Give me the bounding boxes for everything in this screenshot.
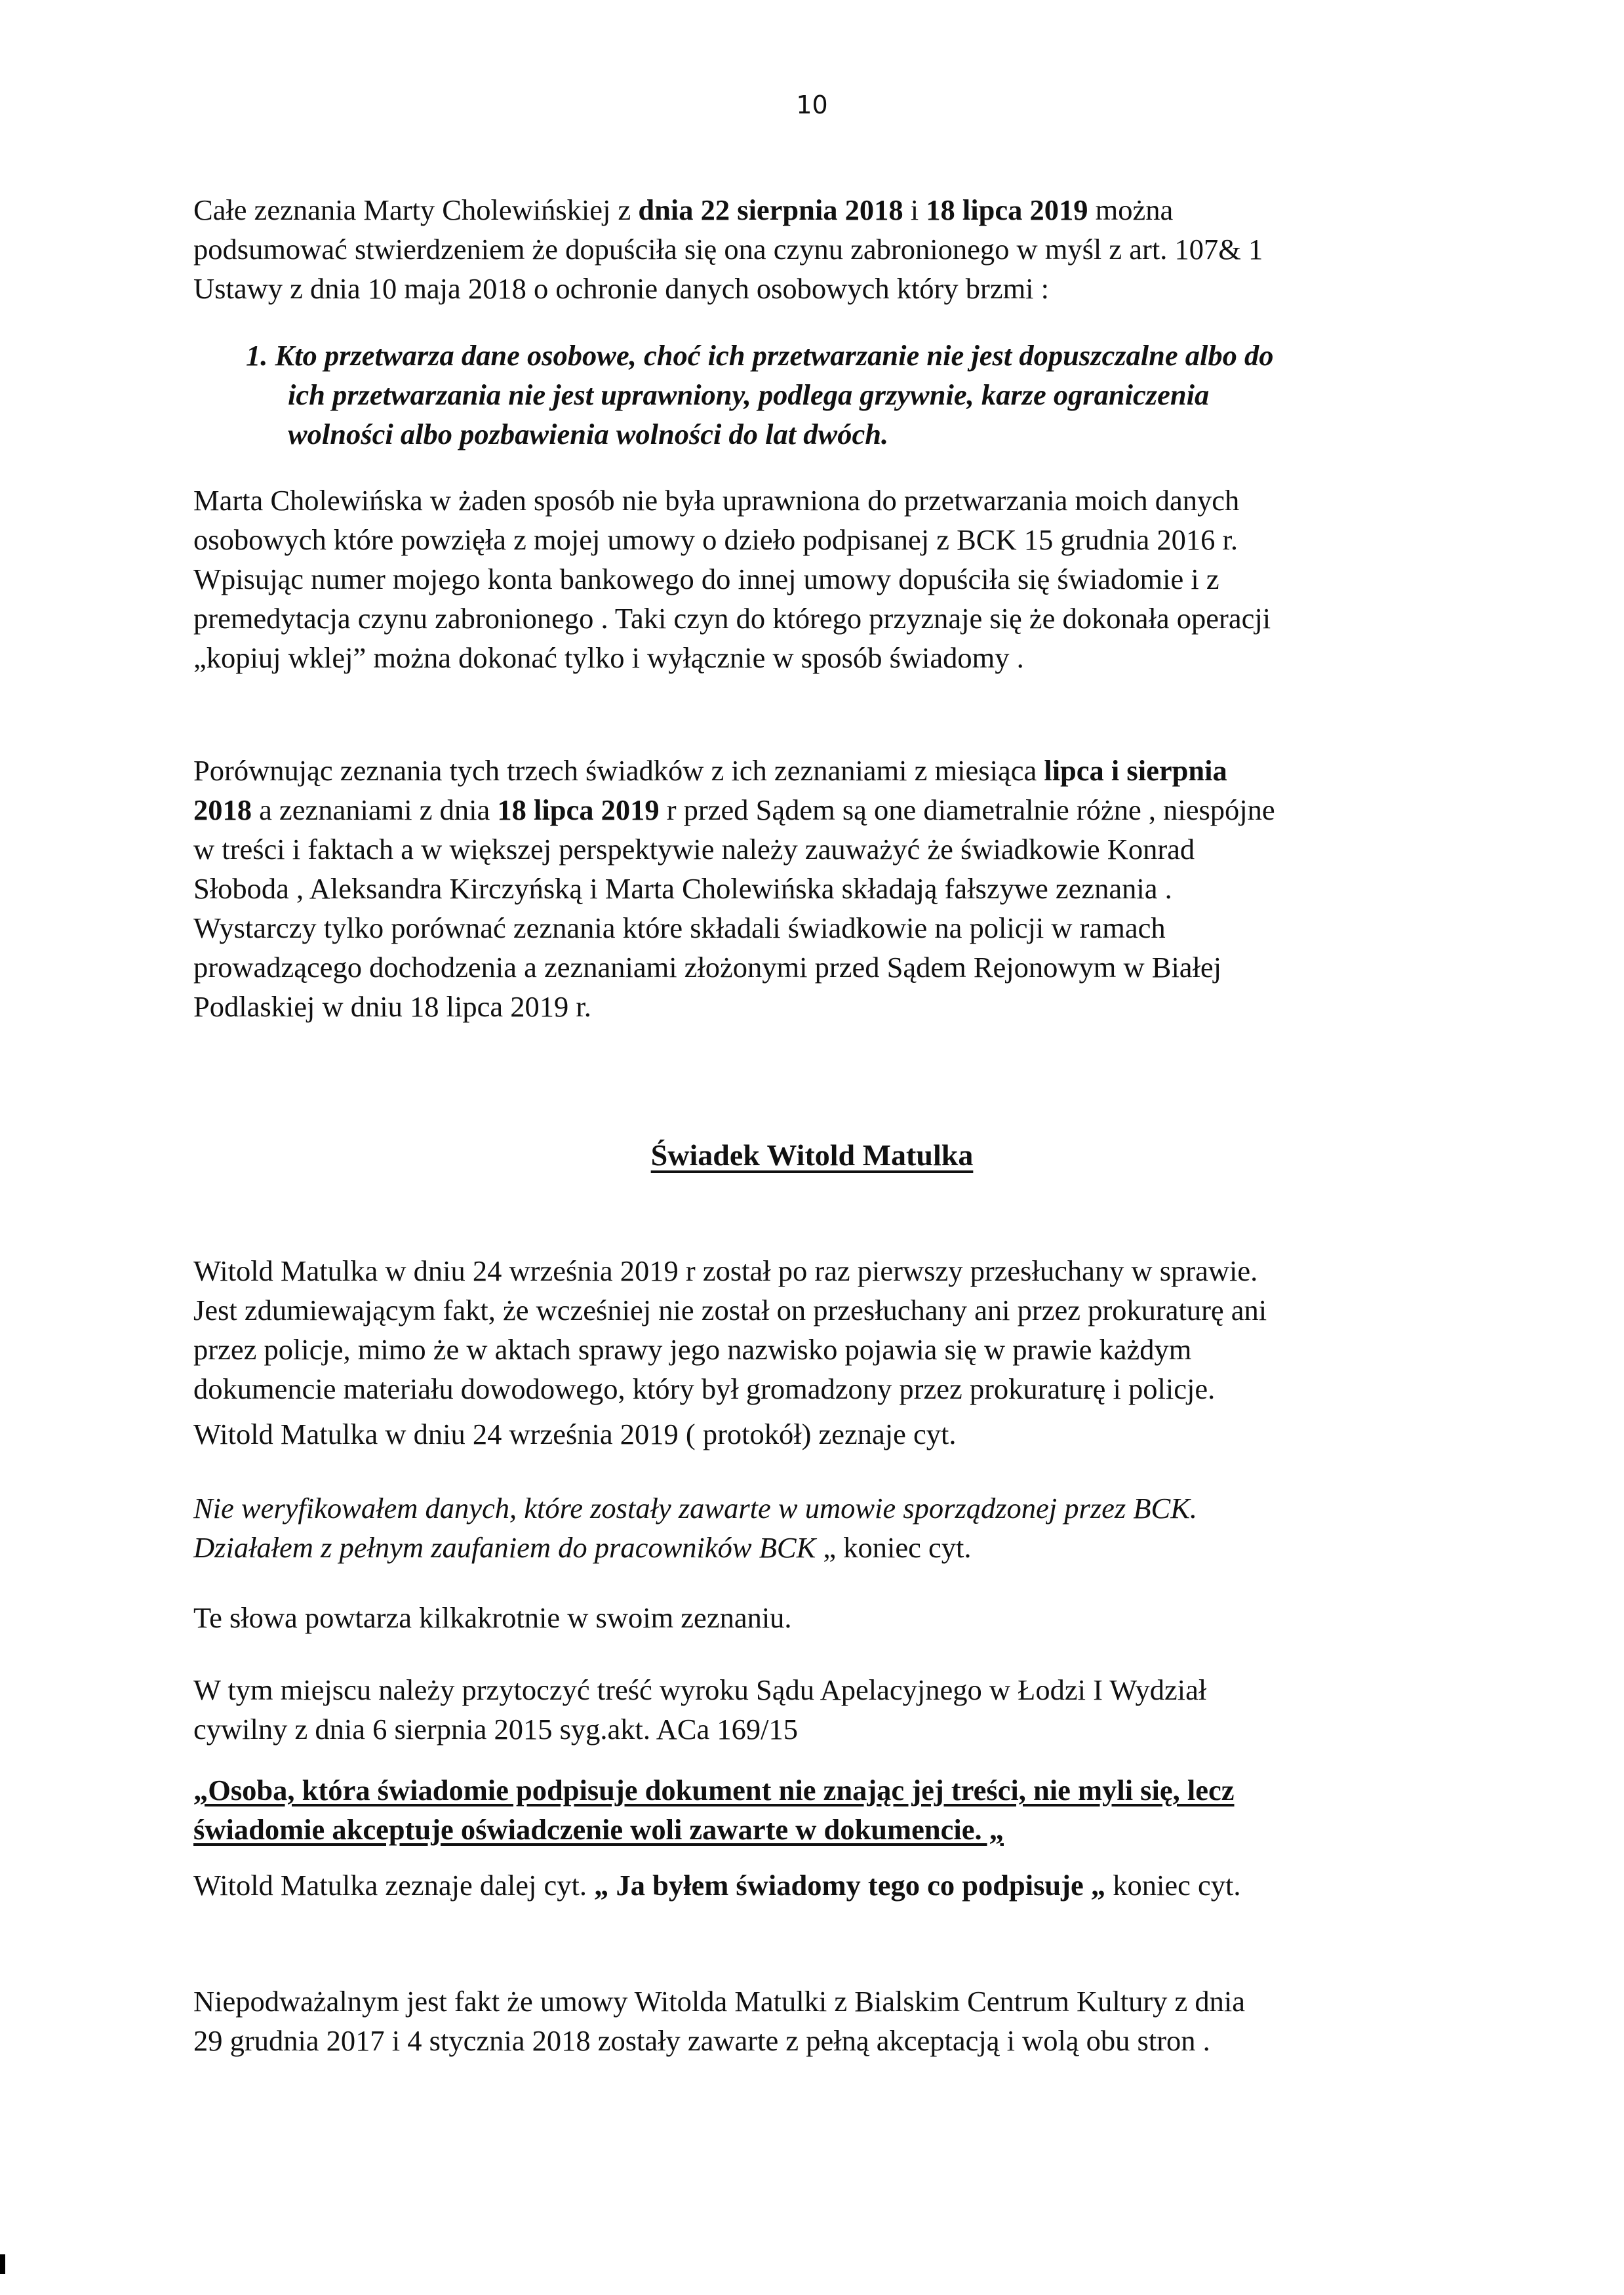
ruling-quote (193, 1770, 1452, 1849)
section-heading: Świadek Witold Matulka (650, 1138, 974, 1172)
bold-quote: „ Ja byłem świadomy tego co podpisuje „ (594, 1869, 1106, 1902)
text-line: Ustawy z dnia 10 maja 2018 o ochronie danych osobowych który brzmi : (193, 272, 1050, 305)
text-line: dokumencie materiału dowodowego, który był gromadzony przez prokuraturę i policje. (193, 1372, 1216, 1405)
paragraph-further-testimony (193, 1866, 1452, 1905)
page-number: 10 (796, 90, 828, 119)
text-line: Wpisując numer mojego konta bankowego do innej umowy dopuściła się świadomie i z (193, 563, 1219, 595)
text-line: Marta Cholewińska w żaden sposób nie była uprawniona do przetwarzania moich danych (193, 484, 1240, 517)
paragraph-protocol (193, 1414, 1452, 1454)
text-line: podsumować stwierdzeniem że dopuściła się ona czynu zabronionego w myśl z art. 107& 1 (193, 233, 1263, 266)
text-line: Witold Matulka zeznaje dalej cyt. „ Ja byłem świadomy tego co podpisuje „ koniec cyt. (193, 1869, 1241, 1902)
text-line: 2018 a zeznaniami z dnia 18 lipca 2019 r przed Sądem są one diametralnie różne , niespójne (193, 793, 1275, 826)
law-quote (246, 336, 1452, 454)
text-line: Wystarczy tylko porównać zeznania które składali świadkowie na policji w ramach (193, 911, 1166, 944)
text-line: Działałem z pełnym zaufaniem do pracowników BCK „ koniec cyt. (193, 1531, 972, 1564)
paragraph-testimony-summary (193, 190, 1452, 308)
text-line: Nie weryfikowałem danych, które zostały zawarte w umowie sporządzonej przez BCK. (193, 1492, 1198, 1525)
paragraph-contracts (193, 1982, 1452, 2060)
text-line: 1. Kto przetwarza dane osobowe, choć ich przetwarzanie nie jest dopuszczalne albo do (246, 339, 1274, 372)
paragraph-witness-comparison (193, 751, 1452, 1026)
text-line: ich przetwarzania nie jest uprawniony, podlega grzywnie, karze ograniczenia (288, 378, 1210, 411)
paragraph-unauthorized-processing (193, 481, 1452, 677)
text-line: „kopiuj wklej” można dokonać tylko i wyłącznie w sposób świadomy . (193, 641, 1024, 674)
bold-date: 2018 (193, 793, 252, 826)
text-line: premedytacja czynu zabronionego . Taki czyn do którego przyznaje się że dokonała operacji (193, 602, 1271, 635)
text-line: cywilny z dnia 6 sierpnia 2015 syg.akt. ACa 169/15 (193, 1713, 799, 1746)
bold-date: 18 lipca 2019 (497, 793, 660, 826)
text-line: Te słowa powtarza kilkakrotnie w swoim zeznaniu. (193, 1601, 792, 1634)
text-line: „Osoba, która świadomie podpisuje dokument nie znając jej treści, nie myli się, lecz (193, 1774, 1235, 1806)
text-line: Witold Matulka w dniu 24 września 2019 ( protokół) zeznaje cyt. (193, 1418, 957, 1450)
bold-date: 18 lipca 2019 (926, 193, 1088, 226)
text-line: w treści i faktach a w większej perspektywie należy zauważyć że świadkowie Konrad (193, 833, 1195, 866)
text-line: Podlaskiej w dniu 18 lipca 2019 r. (193, 990, 591, 1023)
paragraph-repeated (193, 1598, 1452, 1637)
paragraph-court-ruling (193, 1670, 1452, 1749)
text-line: Witold Matulka w dniu 24 września 2019 r został po raz pierwszy przesłuchany w sprawie. (193, 1254, 1258, 1287)
text-line: Całe zeznania Marty Cholewińskiej z dnia 22 sierpnia 2018 i 18 lipca 2019 można (193, 193, 1174, 226)
text-line: wolności albo pozbawienia wolności do lat dwóch. (288, 418, 889, 450)
text-line: świadomie akceptuje oświadczenie woli zawarte w dokumencie. „ (193, 1813, 1004, 1846)
text-line: Słoboda , Aleksandra Kirczyńską i Marta Cholewińska składają fałszywe zeznania . (193, 872, 1172, 905)
bold-date: dnia 22 sierpnia 2018 (638, 193, 903, 226)
text-line: W tym miejscu należy przytoczyć treść wyroku Sądu Apelacyjnego w Łodzi I Wydział (193, 1673, 1207, 1706)
bold-date: lipca i sierpnia (1044, 754, 1227, 787)
text-line: prowadzącego dochodzenia a zeznaniami złożonymi przed Sądem Rejonowym w Białej (193, 951, 1222, 984)
text-line: przez policje, mimo że w aktach sprawy jego nazwisko pojawia się w prawie każdym (193, 1333, 1192, 1366)
paragraph-first-hearing (193, 1251, 1452, 1408)
text-line: Niepodważalnym jest fakt że umowy Witolda Matulki z Bialskim Centrum Kultury z dnia (193, 1985, 1245, 2018)
testimony-quote (193, 1488, 1452, 1567)
text-line: osobowych które powzięła z mojej umowy o dzieło podpisanej z BCK 15 grudnia 2016 r. (193, 523, 1238, 556)
scan-edge-mark (0, 2254, 5, 2274)
text-line: 29 grudnia 2017 i 4 stycznia 2018 zostały zawarte z pełną akceptacją i wolą obu stron . (193, 2024, 1210, 2057)
text-line: Jest zdumiewającym fakt, że wcześniej nie został on przesłuchany ani przez prokuraturę ani (193, 1294, 1267, 1327)
text-line: Porównując zeznania tych trzech świadków z ich zeznaniami z miesiąca lipca i sierpnia (193, 754, 1227, 787)
